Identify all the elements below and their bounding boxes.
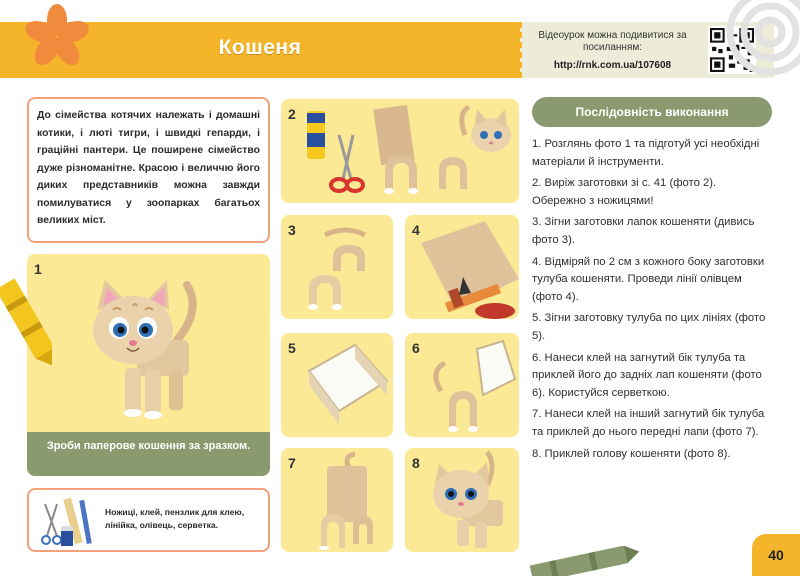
- photo-1-caption: Зроби паперове кошення за зразком.: [27, 432, 270, 476]
- green-crayon-icon: [530, 546, 640, 576]
- step-item: 2. Виріж заготовки зі с. 41 (фото 2). Обережно з ножицями!: [532, 177, 717, 207]
- materials-list: Ножиці, клей, пензлик для клею, лінійка, олівець, серветка.: [105, 507, 245, 530]
- glued-back-paws-illustration: [419, 339, 519, 435]
- finished-kitten-illustration: [427, 450, 517, 550]
- photo-4: [405, 215, 519, 319]
- photo-number: 2: [288, 106, 296, 122]
- photo-1: [27, 254, 270, 476]
- photo-number: 6: [412, 340, 420, 356]
- marking-body-illustration: [415, 219, 519, 319]
- video-lesson-link[interactable]: http://rnk.com.ua/107608: [553, 60, 672, 71]
- glued-front-paws-illustration: [297, 452, 391, 550]
- photo-number: 1: [34, 261, 42, 277]
- photo-number: 7: [288, 455, 296, 471]
- photo-8: [405, 448, 519, 552]
- photo-number: 5: [288, 340, 296, 356]
- step-item: 6. Нанеси клей на загнутий бік тулуба та приклей його до задніх лап кошеняти (фото 6). Користуйся серветкою.: [532, 351, 762, 399]
- folded-paws-illustration: [295, 221, 391, 315]
- photo-3: [281, 215, 393, 319]
- photo-number: 3: [288, 222, 296, 238]
- steps-list: [532, 136, 772, 467]
- materials-photo-illustration: [299, 105, 515, 199]
- step-item: 5. Зігни заготовку тулуба по цих лініях (фото 5).: [532, 312, 766, 342]
- photo-2: [281, 99, 519, 203]
- materials-box: [27, 488, 270, 552]
- step-item: 4. Відміряй по 2 см з кожного боку заготовки тулуба кошеняти. Проведи лінії олівцем (фото 4).: [532, 255, 765, 303]
- paper-kitten-illustration: [77, 270, 217, 430]
- page-title: Кошеня: [218, 36, 302, 59]
- intro-text: До сімейства котячих належать і домашні котики, і люті тигри, і швидкі гепарди, і граційні пантери. Це поширене сімейство дуже різноманітне. Красою і величчю його диких представників можна завжди помилуватися у зоопарках багатьох великих міст.: [27, 97, 270, 243]
- step-item: 3. Зігни заготовки лапок кошеняти (дивись фото 3).: [532, 216, 755, 246]
- page-number: 40: [752, 534, 800, 576]
- photo-7: [281, 448, 393, 552]
- photo-5: [281, 333, 393, 437]
- step-item: 7. Нанеси клей на інший загнутий бік тулуба та приклей до нього передні лапи (фото 7).: [532, 408, 765, 438]
- folded-body-illustration: [295, 341, 391, 435]
- tools-icon: [35, 496, 99, 548]
- swirl-decoration-icon: [710, 0, 800, 92]
- steps-heading: Послідовність виконання: [532, 97, 772, 127]
- title-banner: [0, 22, 520, 78]
- video-lesson-text: Відеоурок можна подивитися за посиланням:: [538, 30, 687, 53]
- step-item: 1. Розглянь фото 1 та підготуй усі необхідні матеріали й інструменти.: [532, 138, 760, 168]
- photo-number: 8: [412, 455, 420, 471]
- photo-6: [405, 333, 519, 437]
- photo-number: 4: [412, 222, 420, 238]
- step-item: 8. Приклей голову кошеняти (фото 8).: [532, 447, 731, 460]
- yellow-crayon-icon: [0, 268, 52, 368]
